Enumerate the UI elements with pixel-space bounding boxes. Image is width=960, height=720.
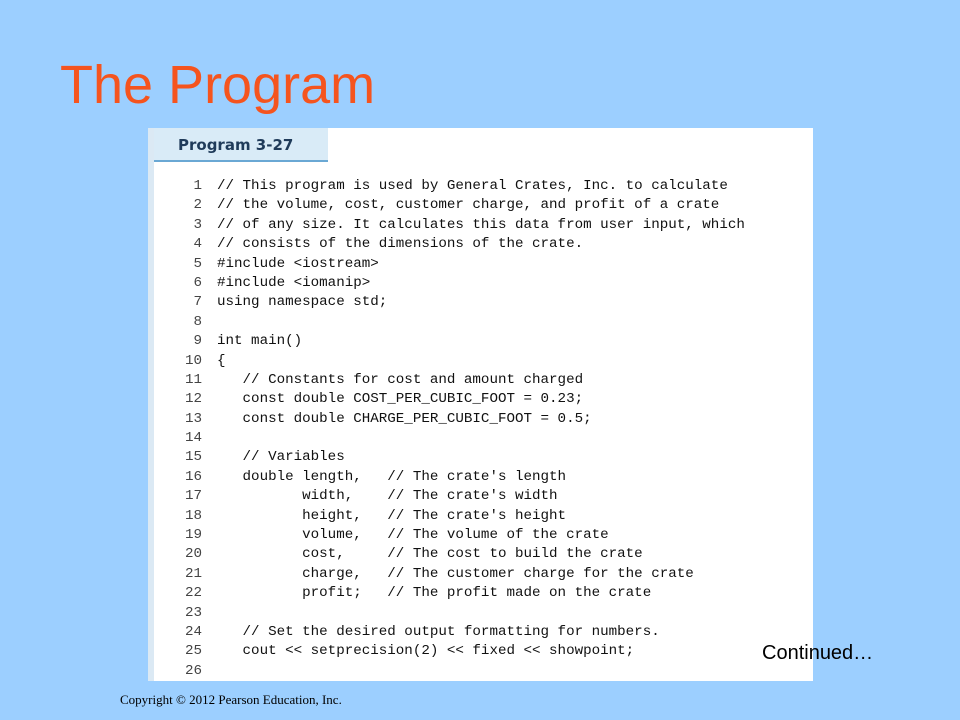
code-text: width, // The crate's width [217, 488, 558, 505]
line-number: 21 [184, 565, 202, 582]
code-text: profit; // The profit made on the crate [217, 585, 652, 602]
code-text: #include <iomanip> [217, 274, 371, 291]
code-line [154, 196, 813, 215]
line-number: 20 [184, 546, 202, 563]
code-text: // consists of the dimensions of the crate. [217, 236, 584, 253]
code-text: // Set the desired output formatting for numbers. [217, 623, 660, 640]
line-number: 5 [193, 255, 202, 272]
code-text: const double COST_PER_CUBIC_FOOT = 0.23; [217, 391, 584, 408]
code-text: cout << setprecision(2) << fixed << showpoint; [217, 643, 635, 660]
line-number: 1 [193, 178, 202, 194]
code-text: // the volume, cost, customer charge, and profit of a crate [217, 197, 720, 214]
code-text: { [217, 352, 226, 369]
code-line [154, 177, 813, 196]
line-number: 11 [184, 371, 202, 388]
line-number: 4 [193, 236, 202, 253]
code-listing-panel [148, 128, 813, 681]
code-text: charge, // The customer charge for the crate [217, 565, 694, 582]
code-line [154, 274, 813, 293]
slide-title: The Program [60, 55, 376, 115]
code-line [154, 545, 813, 564]
code-text: cost, // The cost to build the crate [217, 546, 643, 563]
code-line [154, 293, 813, 312]
line-number: 8 [193, 313, 202, 330]
line-number: 26 [184, 662, 202, 679]
line-number: 14 [184, 430, 202, 447]
code-line [154, 604, 813, 623]
line-number: 24 [184, 623, 202, 640]
code-lines [154, 177, 813, 681]
code-line [154, 313, 813, 332]
code-line [154, 642, 813, 661]
line-number: 9 [193, 333, 202, 350]
code-line [154, 332, 813, 351]
line-number: 6 [193, 274, 202, 291]
code-line [154, 507, 813, 526]
code-text: // Constants for cost and amount charged [217, 371, 584, 388]
code-text: using namespace std; [217, 294, 388, 311]
line-number: 22 [184, 585, 202, 602]
code-line [154, 584, 813, 603]
line-number: 25 [184, 643, 202, 660]
line-number: 15 [184, 449, 202, 466]
code-line [154, 216, 813, 235]
line-number: 2 [193, 197, 202, 214]
line-number: 18 [184, 507, 202, 524]
code-line [154, 468, 813, 487]
code-text: height, // The crate's height [217, 507, 567, 524]
code-text: // Variables [217, 449, 345, 466]
line-number: 16 [184, 468, 202, 485]
code-line [154, 448, 813, 467]
code-text: // of any size. It calculates this data from user input, which [217, 216, 745, 233]
code-text: int main() [217, 333, 303, 350]
code-line [154, 487, 813, 506]
code-line [154, 390, 813, 409]
line-number: 23 [184, 604, 202, 621]
code-line [154, 565, 813, 584]
code-line [154, 410, 813, 429]
code-text: volume, // The volume of the crate [217, 527, 609, 544]
code-text: // This program is used by General Crates, Inc. to calculate [217, 178, 728, 194]
continued-label: Continued… [762, 642, 874, 664]
code-text: double length, // The crate's length [217, 468, 567, 485]
code-line [154, 429, 813, 448]
copyright-notice: Copyright © 2012 Pearson Education, Inc. [120, 692, 342, 707]
code-line [154, 623, 813, 642]
code-text: #include <iostream> [217, 255, 379, 272]
code-text: const double CHARGE_PER_CUBIC_FOOT = 0.5; [217, 410, 592, 427]
line-number: 19 [184, 527, 202, 544]
line-number: 12 [184, 391, 202, 408]
code-line [154, 662, 813, 681]
code-line [154, 255, 813, 274]
line-number: 10 [184, 352, 202, 369]
line-number: 13 [184, 410, 202, 427]
line-number: 3 [193, 216, 202, 233]
code-line [154, 526, 813, 545]
code-line [154, 352, 813, 371]
code-line [154, 371, 813, 390]
program-header: Program 3-27 [154, 128, 328, 162]
code-line [154, 235, 813, 254]
line-number: 7 [193, 294, 202, 311]
line-number: 17 [184, 488, 202, 505]
